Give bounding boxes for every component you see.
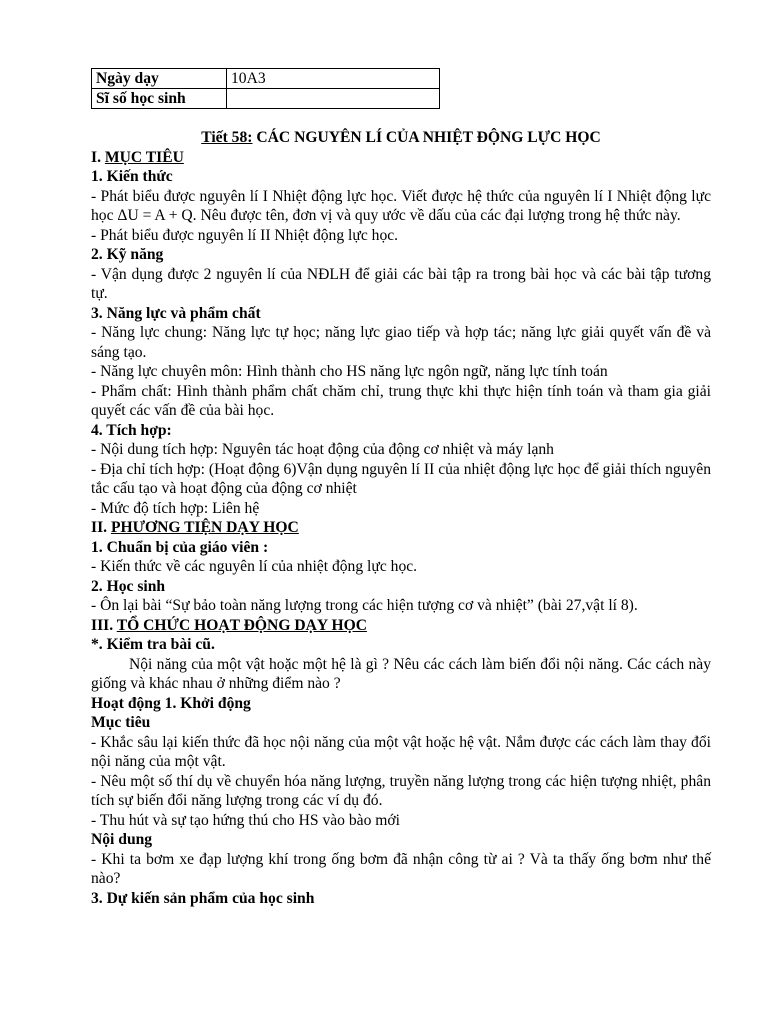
paragraph: - Kiến thức về các nguyên lí của nhiệt động lực học. bbox=[91, 558, 418, 575]
class-info-table bbox=[91, 68, 440, 109]
paragraph: - Ôn lại bài “Sự bảo toàn năng lượng trong các hiện tượng cơ và nhiệt” (bài 27,vật lí 8). bbox=[91, 597, 638, 614]
section-heading bbox=[91, 518, 711, 538]
date-label: Ngày dạy bbox=[92, 69, 227, 89]
section-heading bbox=[91, 616, 711, 636]
subsection-heading: Nội dung bbox=[91, 831, 153, 848]
subsection-heading: 3. Dự kiến sản phẩm của học sinh bbox=[91, 889, 315, 907]
student-count-label: Sĩ số học sinh bbox=[92, 89, 227, 109]
paragraph: - Năng lực chuyên môn: Hình thành cho HS năng lực ngôn ngữ, năng lực tính toán bbox=[91, 363, 608, 380]
section-number: I. bbox=[91, 148, 105, 166]
section-title: MỤC TIÊU bbox=[104, 148, 184, 166]
paragraph: - Năng lực chung: Năng lực tự học; năng lực giao tiếp và hợp tác; năng lực giải quyết vấn đề và sáng tạo. bbox=[91, 324, 711, 361]
paragraph: - Khắc sâu lại kiến thức đã học nội năng của một vật hoặc hệ vật. Nắm được các cách làm thay đổi nội năng của một vật. bbox=[91, 733, 711, 770]
section-title: PHƯƠNG TIỆN DẠY HỌC bbox=[110, 519, 299, 536]
paragraph: - Phát biểu được nguyên lí I Nhiệt động lực học. Viết được hệ thức của nguyên lí I Nhiệt động lực học ΔU = A + Q. Nêu được tên, đơn vị và quy ước về dấu của các đại lượng trong hệ thức này. bbox=[91, 187, 711, 224]
lesson-number: Tiết 58: bbox=[201, 129, 253, 146]
subsection-heading: 2. Kỹ năng bbox=[91, 246, 164, 263]
paragraph: Nội năng của một vật hoặc một hệ là gì ? Nêu các cách làm biến đổi nội năng. Các cách này giống và khác nhau ở những điểm nào ? bbox=[91, 655, 711, 692]
student-count-value bbox=[227, 89, 440, 109]
paragraph: - Nội dung tích hợp: Nguyên tác hoạt động của động cơ nhiệt và máy lạnh bbox=[91, 441, 554, 458]
section-number: II. bbox=[91, 519, 111, 536]
paragraph: - Vận dụng được 2 nguyên lí của NĐLH để giải các bài tập ra trong bài học và các bài tập tương tự. bbox=[91, 265, 711, 302]
paragraph: - Mức độ tích hợp: Liên hệ bbox=[91, 499, 260, 517]
paragraph: - Phát biểu được nguyên lí II Nhiệt động lực học. bbox=[91, 226, 399, 244]
subsection-heading: 4. Tích hợp: bbox=[91, 421, 172, 439]
paragraph: - Nêu một số thí dụ về chuyển hóa năng lượng, truyền năng lượng trong các hiện tượng nhiệt, phân tích sự biến đổi năng lượng trong các ví dụ đó. bbox=[91, 772, 711, 809]
subsection-heading: 2. Học sinh bbox=[91, 577, 166, 595]
paragraph: - Địa chỉ tích hợp: (Hoạt động 6)Vận dụng nguyên lí II của nhiệt động lực học để giải thích nguyên tắc cấu tạo và hoạt động của động cơ nhiệt bbox=[91, 460, 711, 497]
subsection-heading: Hoạt động 1. Khởi động bbox=[91, 694, 251, 712]
date-value: 10A3 bbox=[227, 69, 440, 89]
paragraph: - Thu hút và sự tạo hứng thú cho HS vào bào mới bbox=[91, 811, 400, 829]
lesson-title bbox=[91, 128, 711, 148]
lesson-title-text: CÁC NGUYÊN LÍ CỦA NHIỆT ĐỘNG LỰC HỌC bbox=[252, 129, 601, 146]
document-body bbox=[91, 128, 711, 908]
section-heading bbox=[91, 148, 711, 168]
paragraph: - Phẩm chất: Hình thành phẩm chất chăm chỉ, trung thực khi thực hiện tính toán và tham gia giải quyết các vấn đề của bài học. bbox=[91, 382, 711, 419]
subsection-heading: 3. Năng lực và phẩm chất bbox=[91, 304, 261, 322]
paragraph: - Khi ta bơm xe đạp lượng khí trong ống bơm đã nhận công từ ai ? Và ta thấy ống bơm như thế nào? bbox=[91, 850, 711, 887]
subsection-heading: *. Kiểm tra bài cũ. bbox=[91, 636, 215, 653]
section-number: III. bbox=[91, 616, 117, 634]
subsection-heading: Mục tiêu bbox=[91, 714, 151, 731]
subsection-heading: 1. Chuẩn bị của giáo viên : bbox=[91, 538, 269, 556]
section-title: TỔ CHỨC HOẠT ĐỘNG DẠY HỌC bbox=[116, 616, 367, 634]
subsection-heading: 1. Kiến thức bbox=[91, 168, 173, 185]
table-row bbox=[92, 69, 440, 89]
table-row bbox=[92, 89, 440, 109]
